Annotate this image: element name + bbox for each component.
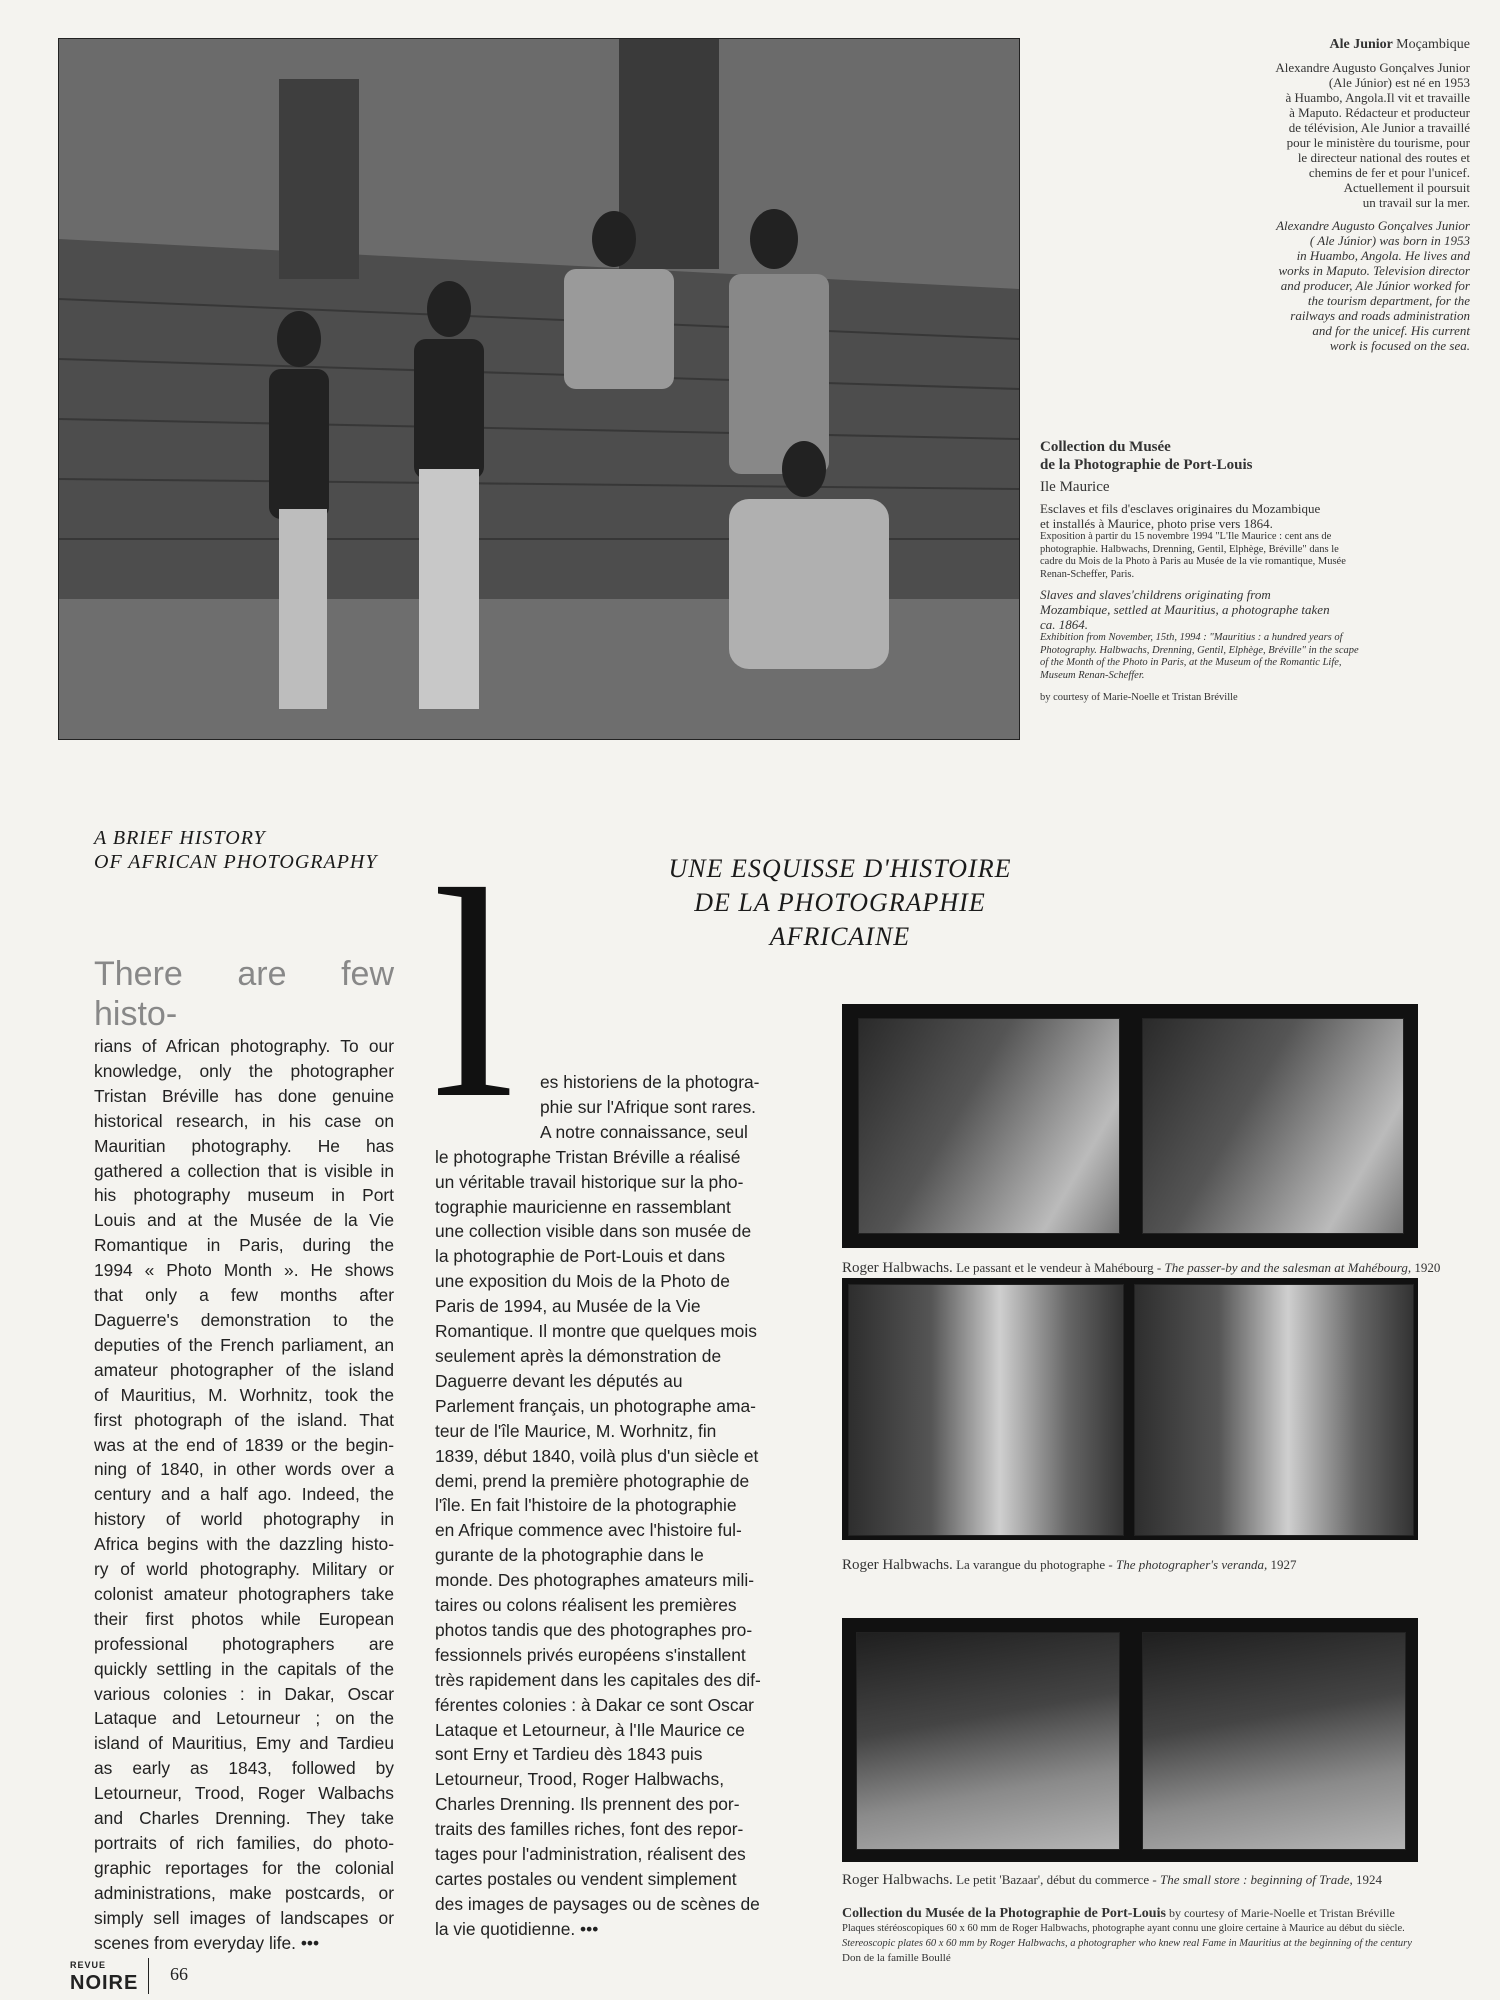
text-line: and for the unicef. His current — [1312, 323, 1470, 338]
text-line: férentes colonies : à Dakar ce sont Oscar — [435, 1694, 754, 1715]
text-line: phie sur l'Afrique sont rares. — [540, 1096, 756, 1117]
text-line: un véritable travail historique sur la pho- — [435, 1171, 744, 1192]
text-line: simply sell images of landscapes or — [94, 1907, 394, 1928]
stereo-caption-2-en: The photographer's veranda, — [1116, 1557, 1268, 1572]
text-line: works in Maputo. Television director — [1278, 263, 1470, 278]
text-line: Alexandre Augusto Gonçalves Junior — [1275, 60, 1470, 75]
text-line: photos tandis que des photographes pro- — [435, 1619, 753, 1640]
stereo-caption-1-en: The passer-by and the salesman at Mahébourg, — [1164, 1260, 1412, 1275]
text-line: Mauritian photography. He has — [94, 1135, 394, 1156]
body-en-text — [94, 1034, 394, 1956]
stereo-caption-3-year: 1924 — [1355, 1872, 1382, 1887]
text-line: century and a half ago. Indeed, the — [94, 1484, 394, 1505]
text-line: le directeur national des routes et — [1297, 150, 1470, 165]
stereo-caption-1-year: 1920 — [1414, 1260, 1441, 1275]
text-line: amateur photographer of the island — [94, 1359, 394, 1380]
text-line: and producer, Ale Júnior worked for — [1280, 278, 1470, 293]
text-line: Romantique in Paris, during the — [94, 1235, 394, 1256]
text-line: various colonies : in Dakar, Oscar — [94, 1683, 394, 1704]
text-line: knowledge, only the photographer — [94, 1060, 394, 1081]
body-en-lead: There are few histo- — [94, 955, 394, 1033]
stereo-caption-1-photographer: Roger Halbwachs. — [842, 1260, 953, 1276]
text-line: pour le ministère du tourisme, pour — [1286, 135, 1470, 150]
ale-name: Ale Junior — [1329, 37, 1393, 52]
text-line: Letourneur, Trood, Roger Halbwachs, — [435, 1769, 725, 1790]
text-line: fessionnels privés européens s'installent — [435, 1644, 746, 1665]
collection-title-l2: de la Photographie de Port-Louis — [1040, 457, 1253, 473]
text-line: history of world photography in — [94, 1509, 394, 1530]
stereo-photo-1 — [842, 1004, 1418, 1248]
text-line: des images de paysages ou de scènes de — [435, 1893, 760, 1914]
text-line: à Huambo, Angola.Il vit et travaille — [1285, 90, 1470, 105]
text-line: Actuellement il poursuit — [1343, 180, 1470, 195]
text-line: seulement après la démonstration de — [435, 1345, 722, 1366]
text-line: teur de l'île Maurice, M. Worhnitz, fin — [435, 1420, 717, 1441]
body-fr — [435, 1070, 800, 1942]
body-en — [94, 954, 394, 1956]
text-line: (Ale Júnior) est né en 1953 — [1328, 75, 1470, 90]
heading-fr-line2: DE LA PHOTOGRAPHIE AFRICAINE — [694, 888, 986, 951]
bottom-caption-title: Collection du Musée de la Photographie de Port-Louis — [842, 1906, 1166, 1921]
text-line: Romantique. Il montre que quelques mois — [435, 1321, 757, 1342]
text-line: professional photographers are — [94, 1633, 394, 1654]
text-line: their first photos while European — [94, 1608, 394, 1629]
heading-en-line2: OF AFRICAN PHOTOGRAPHY — [94, 851, 378, 873]
stereo-caption-2 — [842, 1557, 1442, 1573]
stereo-photo-3 — [842, 1618, 1418, 1862]
text-line: es historiens de la photogra- — [540, 1072, 760, 1092]
text-line: tages pour l'administration, réalisent des — [435, 1844, 746, 1865]
stereo-photo-1-right — [1142, 1018, 1404, 1234]
text-line: de télévision, Ale Junior a travaillé — [1288, 120, 1470, 135]
text-line: his photography museum in Port — [94, 1185, 394, 1206]
collection-en-small: Exhibition from November, 15th, 1994 : "Mauritius : a hundred years of Photography. Halbwachs, Drenning, Gentil, Elphège, Bréville" in the scape of the Month of the Photo in Paris, at the Museum of the Romantic Life, Museum Renan-Scheffer. — [1040, 632, 1359, 681]
dropcap: l — [432, 828, 516, 1160]
main-photo — [58, 38, 1020, 740]
stereo-caption-3-fr: Le petit 'Bazaar', début du commerce — [956, 1872, 1150, 1887]
stereo-caption-2-year: 1927 — [1270, 1557, 1297, 1572]
stereo-caption-3 — [842, 1872, 1442, 1888]
text-line: une exposition du Mois de la Photo de — [435, 1271, 730, 1292]
stereo-caption-3-photographer: Roger Halbwachs. — [842, 1872, 953, 1888]
text-line: monde. Des photographes amateurs mili- — [435, 1570, 754, 1591]
collection-en-main: Slaves and slaves'childrens originating from Mozambique, settled at Mauritius, a photographe taken ca. 1864. — [1040, 587, 1330, 632]
stereo-caption-1 — [842, 1260, 1442, 1276]
text-line: le photographe Tristan Bréville a réalisé — [435, 1146, 741, 1167]
text-line: that only a few months after — [94, 1285, 394, 1306]
text-line: A notre connaissance, seul — [540, 1121, 748, 1142]
text-line: historical research, in his case on — [94, 1110, 394, 1131]
text-line: rians of African photography. To our — [94, 1036, 394, 1056]
text-line: très rapidement dans les capitales des dif- — [435, 1669, 761, 1690]
footer-noire: NOIRE — [70, 1972, 139, 1994]
text-line: ry of world photography. Military or — [94, 1559, 394, 1580]
stereo-photo-3-left — [856, 1632, 1120, 1850]
text-line: taires ou colons réalisent les premières — [435, 1595, 737, 1616]
text-line: Louis and at the Musée de la Vie — [94, 1210, 394, 1231]
stereo-caption-2-separator: - — [1105, 1557, 1116, 1572]
text-line: as early as 1843, followed by — [94, 1758, 394, 1779]
text-line: 1839, début 1840, voilà plus d'un siècle et — [435, 1445, 759, 1466]
ale-bio-en — [1165, 218, 1470, 353]
text-line: scenes from everyday life. ••• — [94, 1932, 320, 1953]
text-line: ( Ale Júnior) was born in 1953 — [1309, 233, 1470, 248]
stereo-caption-3-separator: - — [1149, 1872, 1161, 1887]
text-line: island of Mauritius, Emy and Tardieu — [94, 1733, 394, 1754]
text-line: was at the end of 1839 or the begin- — [94, 1434, 394, 1455]
text-line: un travail sur la mer. — [1362, 195, 1470, 210]
ale-caption — [1165, 36, 1470, 353]
text-line: Letourneur, Trood, Roger Walbachs — [94, 1783, 394, 1804]
text-line: ning of 1840, in other words over a — [94, 1459, 394, 1480]
text-line: portraits of rich families, do photo- — [94, 1833, 394, 1853]
bottom-caption-fr: Plaques stéréoscopiques 60 x 60 mm de Roger Halbwachs, photographe ayant connu une gloire certaine à Maurice au début du siècle. — [842, 1923, 1405, 1934]
stereo-caption-1-separator: - — [1153, 1260, 1165, 1275]
text-line: administrations, make postcards, or — [94, 1882, 394, 1903]
collection-courtesy: by courtesy of Marie-Noelle et Tristan Bréville — [1040, 692, 1238, 703]
stereo-photo-1-left — [858, 1018, 1120, 1234]
heading-en — [94, 826, 414, 874]
body-fr-intro — [435, 1070, 800, 1145]
text-line: of Mauritius, M. Worhnitz, took the — [94, 1384, 394, 1405]
text-line: the tourism department, for the — [1307, 293, 1470, 308]
text-line: gurante de la photographie dans le — [435, 1545, 704, 1566]
text-line: Tristan Bréville has done genuine — [94, 1085, 394, 1106]
collection-fr-main: Esclaves et fils d'esclaves originaires du Mozambique et installés à Maurice, photo prise vers 1864. — [1040, 501, 1321, 531]
heading-fr — [630, 852, 1050, 954]
text-line: Alexandre Augusto Gonçalves Junior — [1276, 218, 1470, 233]
text-line: sont Erny et Tardieu dès 1843 puis — [435, 1744, 703, 1765]
text-line: first photograph of the island. That — [94, 1409, 394, 1430]
text-line: en Afrique commence avec l'histoire ful- — [435, 1520, 742, 1541]
text-line: demi, prend la première photographie de — [435, 1470, 750, 1491]
collection-subtitle: Ile Maurice — [1040, 479, 1110, 495]
text-line: and Charles Drenning. They take — [94, 1808, 394, 1829]
bottom-caption-en: Stereoscopic plates 60 x 60 mm by Roger Halbwachs, a photographer who knew real Fame in Mauritius at the beginning of the century — [842, 1938, 1412, 1949]
stereo-caption-3-en: The small store : beginning of Trade, — [1160, 1872, 1353, 1887]
collection-caption — [1040, 438, 1359, 705]
ale-country: Moçambique — [1396, 37, 1470, 52]
text-line: quickly settling in the capitals of the — [94, 1658, 394, 1679]
text-line: in Huambo, Angola. He lives and — [1296, 248, 1470, 263]
text-line: la photographie de Port-Louis et dans — [435, 1246, 726, 1267]
stereo-caption-2-photographer: Roger Halbwachs. — [842, 1557, 953, 1573]
text-line: graphic reportages for the colonial — [94, 1857, 394, 1878]
text-line: work is focused on the sea. — [1329, 338, 1470, 353]
footer-divider — [148, 1958, 149, 1994]
text-line: chemins de fer et pour l'unicef. — [1308, 165, 1470, 180]
text-line: Daguerre's demonstration to the — [94, 1309, 394, 1330]
collection-title-l1: Collection du Musée — [1040, 439, 1171, 455]
text-line: Paris de 1994, au Musée de la Vie — [435, 1296, 701, 1317]
stereo-caption-2-fr: La varangue du photographe — [956, 1557, 1106, 1572]
text-line: une collection visible dans son musée de — [435, 1221, 752, 1242]
text-line: Parlement français, un photographe ama- — [435, 1395, 756, 1416]
stereo-caption-1-fr: Le passant et le vendeur à Mahébourg — [956, 1260, 1154, 1275]
footer-logo — [70, 1958, 138, 1994]
bottom-caption-donation: Don de la famille Boullé — [842, 1952, 951, 1964]
text-line: cartes postales ou vendent simplement — [435, 1869, 737, 1889]
main-photo-illustration — [59, 39, 1019, 739]
text-line: Lataque et Letourneur, à l'Ile Maurice ce — [435, 1719, 745, 1740]
body-fr-text — [435, 1145, 800, 1942]
heading-fr-line1: UNE ESQUISSE D'HISTOIRE — [668, 854, 1012, 883]
text-line: deputies of the French parliament, an — [94, 1334, 394, 1355]
bottom-caption-courtesy: by courtesy of Marie-Noelle et Tristan Bréville — [1168, 1906, 1395, 1920]
stereo-photo-3-right — [1142, 1632, 1406, 1850]
text-line: Lataque and Letourneur ; on the — [94, 1708, 394, 1729]
text-line: tographie mauricienne en rassemblant — [435, 1196, 731, 1217]
footer-revue: REVUE — [70, 1960, 107, 1970]
text-line: à Maputo. Rédacteur et producteur — [1289, 105, 1470, 120]
stereo-photo-2 — [842, 1278, 1418, 1540]
page-number: 66 — [170, 1964, 188, 1984]
text-line: traits des familles riches, font des repor- — [435, 1819, 744, 1840]
text-line: railways and roads administration — [1290, 308, 1470, 323]
text-line: 1994 « Photo Month ». He shows — [94, 1260, 394, 1281]
collection-fr-small: Exposition à partir du 15 novembre 1994 "L'Ile Maurice : cent ans de photographie. Halbwachs, Drenning, Gentil, Elphège, Bréville" dans le cadre du Mois de la Photo à Paris au Musée de la vie romantique, Musée Renan-Scheffer, Paris. — [1040, 531, 1346, 580]
text-line: Daguerre devant les députés au — [435, 1370, 683, 1391]
text-line: gathered a collection that is visible in — [94, 1160, 394, 1181]
ale-bio-fr — [1165, 60, 1470, 210]
text-line: Africa begins with the dazzling histo- — [94, 1534, 394, 1555]
text-line: l'île. En fait l'histoire de la photographie — [435, 1495, 737, 1516]
heading-en-line1: A BRIEF HISTORY — [94, 827, 266, 849]
text-line: la vie quotidienne. ••• — [435, 1918, 599, 1939]
stereo-photo-2-right — [1134, 1284, 1414, 1536]
bottom-caption — [842, 1906, 1472, 1966]
text-line: colonist amateur photographers take — [94, 1583, 394, 1604]
text-line: Charles Drenning. Ils prennent des por- — [435, 1794, 740, 1815]
stereo-photo-2-left — [848, 1284, 1124, 1536]
